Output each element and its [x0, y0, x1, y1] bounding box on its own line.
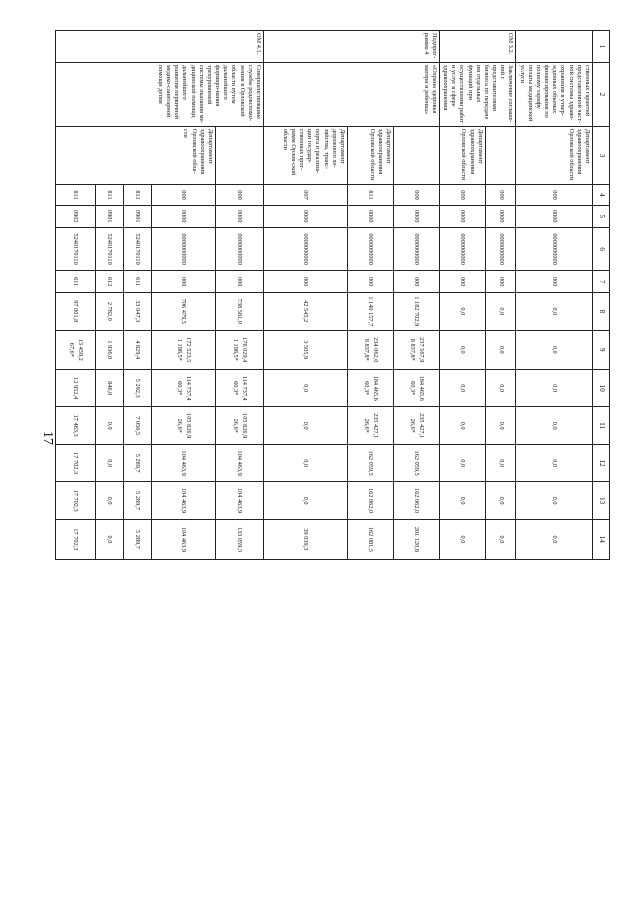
cell-year-1 [347, 330, 393, 369]
cell-year-5: 17 702,3 [55, 482, 95, 519]
cell-executor: Департамент здравоохранения Орловской области [439, 126, 485, 185]
value-main: 234 062,0 [371, 337, 379, 363]
cell-name: «Охрана здоровья матери и ребенка» [263, 62, 439, 126]
cell-year-2: 0,0 [516, 369, 593, 406]
value-main: 105 826,9 [184, 413, 192, 439]
value-main: 114 737,4 [240, 375, 248, 401]
value-extra: 60,3* [232, 381, 240, 396]
cell-rzpr: 0000 [215, 205, 263, 227]
header-cell: 3 [593, 126, 610, 185]
cell-rzpr: 0000 [263, 205, 347, 227]
cell-rzpr: 0000 [347, 205, 393, 227]
cell-year-2 [347, 369, 393, 406]
cell-executor: Департамент здравоохранения Орловской области [347, 126, 393, 185]
value-extra: 26,6* [409, 418, 417, 433]
cell-executor [393, 126, 439, 185]
cell-total: 97 001,8 [55, 293, 95, 330]
cell-year-5: 0,0 [516, 482, 593, 519]
cell-year-6: 5 289,7 [123, 519, 151, 559]
header-cell: 4 [593, 185, 610, 205]
cell-rzpr: 0000 [151, 205, 215, 227]
cell-name: ственных гарантий представленной част-ной системы здраво-охранения в утвер-жденных объемах финансирования по полному тарифу оплаты медицинской услуги [516, 62, 593, 126]
cell-grbs: 007 [263, 185, 347, 205]
cell-grbs: 000 [393, 185, 439, 205]
cell-csr: 0000000000 [485, 227, 516, 270]
cell-grbs: 000 [516, 185, 593, 205]
table-row [485, 31, 516, 560]
value-main: 184 465,6 [371, 375, 379, 401]
cell-year-3: 0,0 [516, 407, 593, 444]
cell-vr: 612 [95, 271, 123, 293]
cell-year-6: 133 059,3 [215, 519, 263, 559]
cell-year-4: 17 702,3 [55, 444, 95, 481]
cell-year-3: 17 483,3 [55, 407, 95, 444]
cell-executor [215, 126, 263, 185]
cell-year-5: 104 463,9 [215, 482, 263, 519]
cell-year-3 [151, 407, 215, 444]
cell-year-5: 0,0 [439, 482, 485, 519]
cell-vr: 000 [485, 271, 516, 293]
cell-year-5: 104 463,9 [151, 482, 215, 519]
cell-vr: 000 [439, 271, 485, 293]
cell-year-1: 1 936,0 [95, 330, 123, 369]
cell-csr: 0000000000 [347, 227, 393, 270]
cell-year-2: 12 952,4 [55, 369, 95, 406]
value-extra: 60,3* [176, 381, 184, 396]
cell-csr: 5240170110 [55, 227, 95, 270]
cell-vr: 611 [55, 271, 95, 293]
cell-year-5: 162 062,0 [393, 482, 439, 519]
cell-year-6: 0,0 [485, 519, 516, 559]
cell-year-1: 0,0 [485, 330, 516, 369]
header-cell: 1 [593, 31, 610, 63]
cell-code: ОМ 4.1. [55, 31, 263, 63]
cell-year-1: 0,0 [439, 330, 485, 369]
value-extra: 1 198,5* [176, 338, 184, 361]
cell-year-5: 162 062,0 [347, 482, 393, 519]
cell-year-2 [393, 369, 439, 406]
cell-executor: Департамент здравоохранения Орловской обла-сти [55, 126, 215, 185]
table-wrapper [68, 30, 610, 892]
cell-year-1: 4 829,4 [123, 330, 151, 369]
cell-year-3: 0,0 [439, 407, 485, 444]
cell-year-3 [393, 407, 439, 444]
cell-year-6: 0,0 [439, 519, 485, 559]
table-row [393, 31, 439, 560]
value-extra: 67,6* [68, 342, 76, 357]
cell-year-4: 0,0 [485, 444, 516, 481]
cell-year-6: 104 463,9 [151, 519, 215, 559]
cell-csr: 0000000000 [393, 227, 439, 270]
cell-vr: 000 [151, 271, 215, 293]
cell-grbs: 811 [123, 185, 151, 205]
cell-executor: Департамент дорожного хо-зяйства, транс-порта и реализа-ции государ-ственных прог-рамм Орлов-ской области [263, 126, 347, 185]
cell-csr: 5240170110 [123, 227, 151, 270]
value-main: 176 029,4 [240, 337, 248, 363]
cell-csr: 0000000000 [263, 227, 347, 270]
cell-grbs: 811 [347, 185, 393, 205]
cell-total: 738 581,0 [215, 293, 263, 330]
cell-executor: Департамент здравоохранения Орловской области [516, 126, 593, 185]
value-extra: 26,6* [232, 418, 240, 433]
header-cell: 14 [593, 519, 610, 559]
cell-year-3 [215, 407, 263, 444]
value-main: 172 523,5 [184, 337, 192, 363]
value-main: 235 427,1 [371, 413, 379, 439]
header-cell: 2 [593, 62, 610, 126]
cell-grbs: 000 [151, 185, 215, 205]
cell-rzpr: 0000 [516, 205, 593, 227]
table-row [516, 31, 593, 560]
cell-rzpr: 0901 [95, 205, 123, 227]
cell-total: 0,0 [516, 293, 593, 330]
table-row [215, 31, 263, 560]
cell-year-3 [347, 407, 393, 444]
cell-code: ОМ 3.2. [439, 31, 516, 63]
cell-year-1: 0,0 [516, 330, 593, 369]
cell-year-4: 162 059,5 [347, 444, 393, 481]
cell-year-4: 162 059,5 [393, 444, 439, 481]
cell-csr: 0000000000 [151, 227, 215, 270]
cell-year-1 [151, 330, 215, 369]
header-cell: 12 [593, 444, 610, 481]
cell-total: 1 140 157,7 [347, 293, 393, 330]
cell-csr: 0000000000 [439, 227, 485, 270]
cell-grbs: 000 [215, 185, 263, 205]
header-cell: 11 [593, 407, 610, 444]
cell-rzpr: 0901 [123, 205, 151, 227]
cell-year-6: 201 120,8 [393, 519, 439, 559]
cell-total: 706 479,5 [151, 293, 215, 330]
cell-year-4: 104 463,9 [215, 444, 263, 481]
value-main: 105 826,9 [240, 413, 248, 439]
value-main: 114 737,4 [184, 375, 192, 401]
cell-total: 42 545,2 [263, 293, 347, 330]
cell-name: Заключение соглаше-ний с представителями бизнеса по передаче им отдельных функций при осуществлении работ и услуг в сфере здравоохранения [439, 62, 516, 126]
cell-total: 1 182 702,9 [393, 293, 439, 330]
header-cell: 8 [593, 293, 610, 330]
cell-rzpr: 0000 [393, 205, 439, 227]
cell-year-4: 0,0 [95, 444, 123, 481]
cell-year-3: 0,0 [95, 407, 123, 444]
value-main: 237 567,9 [417, 337, 425, 363]
value-extra: 8 837,8* [363, 338, 371, 361]
cell-year-5: 0,0 [263, 482, 347, 519]
cell-year-1: 3 505,9 [263, 330, 347, 369]
cell-year-6: 0,0 [95, 519, 123, 559]
cell-year-3: 7 056,5 [123, 407, 151, 444]
cell-year-2 [215, 369, 263, 406]
value-extra: 60,3* [363, 381, 371, 396]
cell-year-4: 0,0 [263, 444, 347, 481]
cell-vr: 611 [123, 271, 151, 293]
cell-grbs: 000 [439, 185, 485, 205]
cell-vr: 000 [516, 271, 593, 293]
cell-year-2: 0,0 [263, 369, 347, 406]
cell-name: Совершенствование службы родовспомо-жения в Орловской области путем дальнейшего формиро-вания трехуровневой системы оказания ме-дицинской помощи, дальнейшего развития первичной медико-санитарной помощи детям [55, 62, 263, 126]
cell-year-1 [55, 330, 95, 369]
page-number: 17 [40, 431, 55, 445]
header-cell: 13 [593, 482, 610, 519]
cell-year-6: 39 039,3 [263, 519, 347, 559]
cell-year-2: 846,0 [95, 369, 123, 406]
cell-year-4: 0,0 [516, 444, 593, 481]
value-extra: 26,6* [176, 418, 184, 433]
value-extra: 1 198,5* [232, 338, 240, 361]
cell-csr: 0000000000 [215, 227, 263, 270]
value-extra: 8 837,8* [409, 338, 417, 361]
cell-rzpr: 0000 [439, 205, 485, 227]
cell-rzpr: 0000 [485, 205, 516, 227]
cell-year-2 [151, 369, 215, 406]
cell-csr: 5240170110 [95, 227, 123, 270]
header-row [593, 31, 610, 560]
header-cell: 5 [593, 205, 610, 227]
cell-year-1 [393, 330, 439, 369]
cell-vr: 000 [263, 271, 347, 293]
cell-year-6: 17 702,3 [55, 519, 95, 559]
cell-year-4: 5 289,7 [123, 444, 151, 481]
value-main: 184 465,6 [417, 375, 425, 401]
cell-total: 33 047,3 [123, 293, 151, 330]
header-cell: 7 [593, 271, 610, 293]
cell-rzpr: 0902 [55, 205, 95, 227]
header-cell: 10 [593, 369, 610, 406]
cell-code [516, 31, 593, 63]
cell-executor [485, 126, 516, 185]
value-extra: 60,3* [409, 381, 417, 396]
cell-year-1 [215, 330, 263, 369]
cell-grbs: 811 [95, 185, 123, 205]
cell-year-4: 104 463,9 [151, 444, 215, 481]
cell-grbs: 000 [485, 185, 516, 205]
cell-year-4: 0,0 [439, 444, 485, 481]
value-main: 235 427,1 [417, 413, 425, 439]
cell-year-5: 5 289,7 [123, 482, 151, 519]
cell-total: 0,0 [485, 293, 516, 330]
table-body [55, 31, 609, 560]
cell-total: 2 782,0 [95, 293, 123, 330]
cell-csr: 0000000000 [516, 227, 593, 270]
cell-grbs: 811 [55, 185, 95, 205]
cell-code: Подпрог-рамма 4 [263, 31, 439, 63]
cell-year-3: 0,0 [485, 407, 516, 444]
value-extra: 26,6* [363, 418, 371, 433]
budget-table [55, 30, 610, 560]
cell-year-5: 0,0 [485, 482, 516, 519]
cell-year-5: 0,0 [95, 482, 123, 519]
cell-year-2: 0,0 [439, 369, 485, 406]
cell-year-6: 162 081,5 [347, 519, 393, 559]
cell-year-6: 0,0 [516, 519, 593, 559]
cell-vr: 000 [215, 271, 263, 293]
header-cell: 6 [593, 227, 610, 270]
cell-vr: 000 [347, 271, 393, 293]
cell-total: 0,0 [439, 293, 485, 330]
cell-vr: 000 [393, 271, 439, 293]
cell-year-2: 0,0 [485, 369, 516, 406]
cell-year-2: 5 292,3 [123, 369, 151, 406]
cell-year-3: 0,0 [263, 407, 347, 444]
header-cell: 9 [593, 330, 610, 369]
value-main: 13 459,2 [76, 338, 84, 361]
